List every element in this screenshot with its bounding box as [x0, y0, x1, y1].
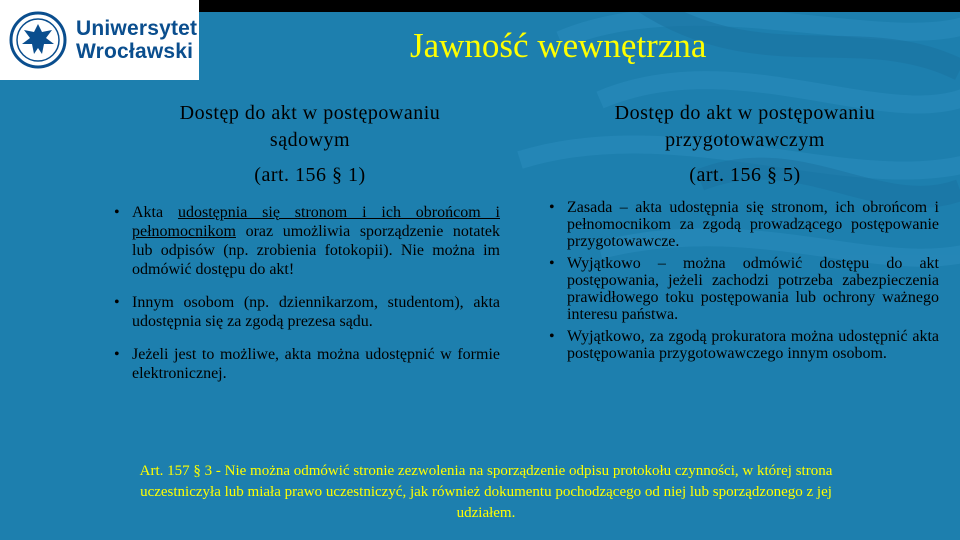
footer-note: Art. 157 § 3 - Nie można odmówić stronie zezwolenia na sporządzenie odpisu protokołu czynności, w której strona uczestniczyła lub miała prawo uczestniczyć, jak również dokumentu pochodzącego od niej lub sporządzonego z jej udziałem. — [139, 463, 833, 521]
underlined-text: udostępnia się stronom i ich obrońcom i pełnomocnikom — [132, 204, 500, 240]
left-article: (art. 156 § 1) — [254, 164, 366, 186]
logo-line1: Uniwersytet — [76, 17, 198, 40]
right-heading — [545, 100, 945, 154]
right-bullet-list — [549, 199, 939, 367]
eagle-emblem-icon — [8, 10, 68, 70]
list-item: • Wyjątkowo – można odmówić dostępu do akt postępowania, jeżeli zachodzi potrzeba zabezpieczenia prawidłowego toku postępowania lub ochrony ważnego interesu państwa. — [549, 255, 939, 323]
list-item: • Wyjątkowo, za zgodą prokuratora można udostępnić akta postępowania przygotowawczego innym osobom. — [549, 328, 939, 362]
list-item: • Zasada – akta udostępnia się stronom, ich obrońcom i pełnomocnikom za zgodą prowadzącego postępowanie przygotowawcze. — [549, 199, 939, 250]
right-heading-line1: Dostęp do akt w postępowaniu — [614, 102, 876, 124]
slide-title: Jawność wewnętrzna — [410, 26, 707, 65]
right-article: (art. 156 § 5) — [689, 164, 801, 186]
bullet-icon: • — [114, 204, 120, 221]
list-item: • Jeżeli jest to możliwe, akta można udostępnić w formie elektronicznej. — [114, 346, 500, 382]
left-bullet-list — [114, 203, 500, 397]
list-item: • Akta udostępnia się stronom i ich obrońcom i pełnomocnikom oraz umożliwia sporządzenie notatek lub odpisów (np. zrobienia fotokopii). Nie można im odmówić dostępu do akt! — [114, 204, 500, 278]
left-heading — [110, 100, 510, 154]
right-heading-line2: przygotowawczym — [665, 129, 825, 151]
list-item: • Innym osobom (np. dziennikarzom, studentom), akta udostępnia się za zgodą prezesa sądu. — [114, 294, 500, 330]
left-heading-line2: sądowym — [269, 129, 351, 151]
left-heading-line1: Dostęp do akt w postępowaniu — [179, 102, 441, 124]
university-logo — [0, 0, 199, 80]
bullet-icon: • — [549, 199, 555, 216]
logo-wordmark — [76, 17, 197, 63]
bullet-icon: • — [114, 294, 120, 311]
top-dark-bar — [199, 0, 960, 12]
bullet-icon: • — [114, 346, 120, 363]
bullet-icon: • — [549, 328, 555, 345]
bullet-icon: • — [549, 255, 555, 272]
logo-line2: Wrocławski — [76, 40, 194, 63]
